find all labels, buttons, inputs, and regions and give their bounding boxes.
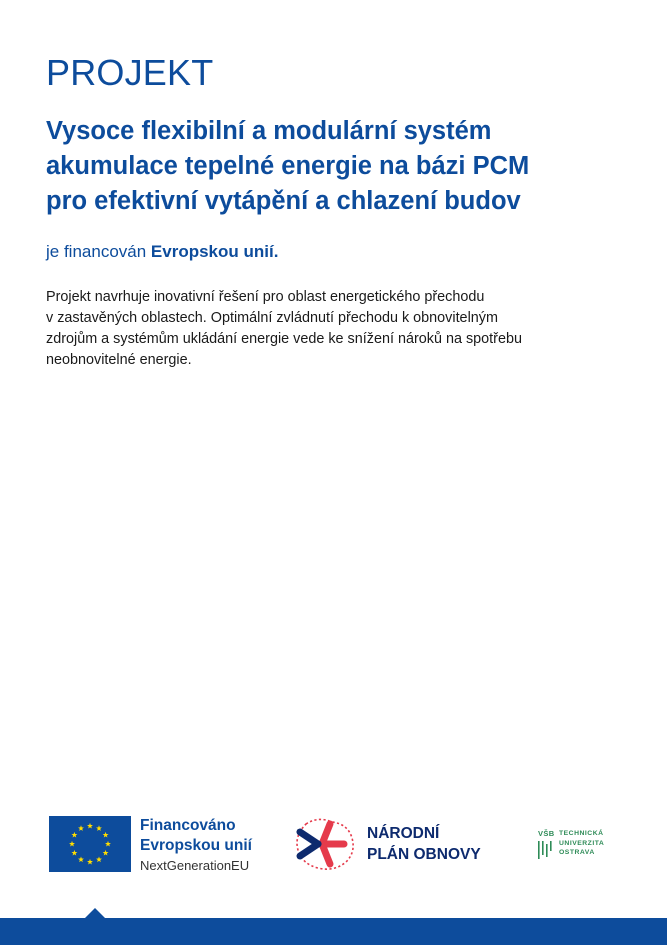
vsb-subtitle-line: TECHNICKÁ [559,830,604,837]
vsb-subtitle-line: UNIVERZITA [559,839,605,847]
npo-logo-text [367,823,481,865]
npo-logo-line2: PLÁN OBNOVY [367,846,481,863]
project-description [46,287,606,371]
funded-prefix: je financován [46,242,147,261]
description-line: neobnovitelné energie. [46,352,192,368]
page-heading: PROJEKT [46,52,214,93]
eu-logo-line3: NextGenerationEU [140,858,250,873]
eu-logo-line2: Evropskou unií [140,837,252,854]
npo-logo-line1: NÁRODNÍ [367,825,440,842]
eu-logo-line1: Financováno [140,817,236,834]
description-line: Projekt navrhuje inovativní řešení pro oblast energetického přechodu [46,289,485,305]
vsb-bars-icon [538,841,552,859]
title-line: Vysoce flexibilní a modulární systém [46,117,492,145]
funded-by: Evropskou unií. [150,242,279,261]
title-line: akumulace tepelné energie na bázi PCM [46,152,530,180]
description-line: v zastavěných oblastech. Optimální zvládnutí přechodu k obnovitelným [46,310,498,326]
title-line: pro efektivní vytápění a chlazení budov [46,187,521,215]
vsb-logo-subtitle [559,829,604,858]
vsb-subtitle-line: OSTRAVA [559,849,595,856]
npo-star-icon [292,814,358,874]
eu-flag-icon [49,816,131,872]
description-line: zdrojům a systémům ukládání energie vede ke snížení nároků na spotřebu [46,331,522,347]
project-title [46,114,646,219]
footer-band [0,918,667,945]
eu-logo-text [140,816,252,876]
vsb-logo-name: VŠB [538,829,555,838]
funding-statement [46,242,278,262]
